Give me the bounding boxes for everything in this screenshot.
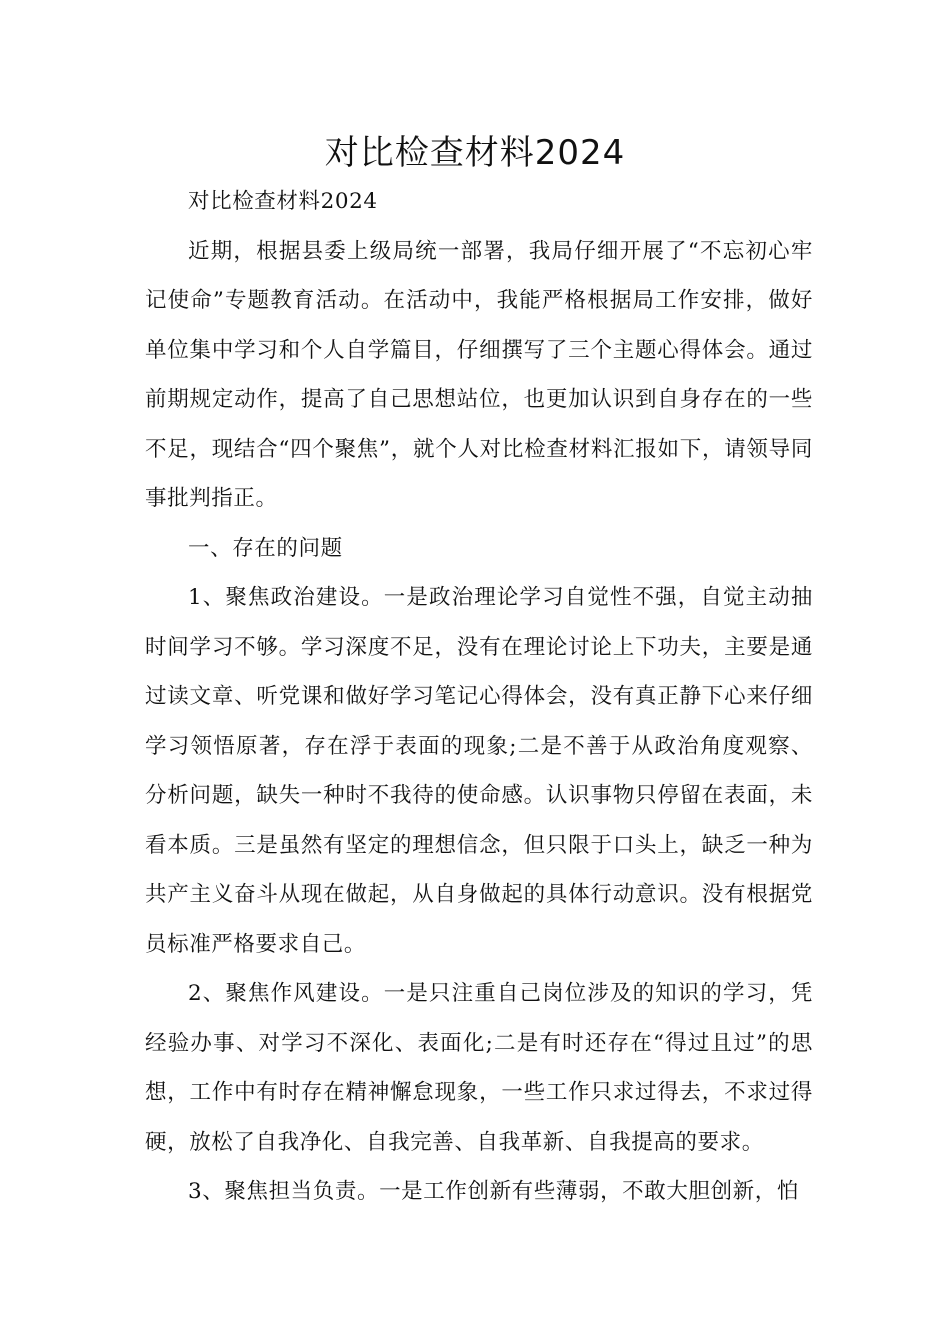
section-heading: 一、存在的问题 <box>188 535 343 561</box>
intro-paragraph: 近期，根据县委上级局统一部署，我局仔细开展了“不忘初心牢记使命”专题教育活动。在活动中，我能严格根据局工作安排，做好单位集中学习和个人自学篇目，仔细撰写了三个主题心得体会。通过前期规定动作，提高了自己思想站位，也更加认识到自身存在的一些不足，现结合“四个聚焦”，就个人对比检查材料汇报如下，请领导同事批判指正。 <box>145 238 813 511</box>
document-body <box>145 177 813 1217</box>
document-title: 对比检查材料2024 <box>324 133 626 173</box>
subtitle-paragraph: 对比检查材料2024 <box>188 189 378 214</box>
paragraph-style: 2、聚焦作风建设。一是只注重自己岗位涉及的知识的学习，凭经验办事、对学习不深化、表面化;二是有时还存在“得过且过”的思想，工作中有时存在精神懈怠现象，一些工作只求过得去，不求过得硬，放松了自我净化、自我完善、自我革新、自我提高的要求。 <box>145 981 813 1155</box>
paragraph-political: 1、聚焦政治建设。一是政治理论学习自觉性不强，自觉主动抽时间学习不够。学习深度不足，没有在理论讨论上下功夫，主要是通过读文章、听党课和做好学习笔记心得体会，没有真正静下心来仔细学习领悟原著，存在浮于表面的现象;二是不善于从政治角度观察、分析问题，缺失一种时不我待的使命感。认识事物只停留在表面，未看本质。三是虽然有坚定的理想信念，但只限于口头上，缺乏一种为共产主义奋斗从现在做起，从自身做起的具体行动意识。没有根据党员标准严格要求自己。 <box>145 585 813 957</box>
paragraph-responsibility: 3、聚焦担当负责。一是工作创新有些薄弱，不敢大胆创新，怕 <box>188 1179 799 1204</box>
